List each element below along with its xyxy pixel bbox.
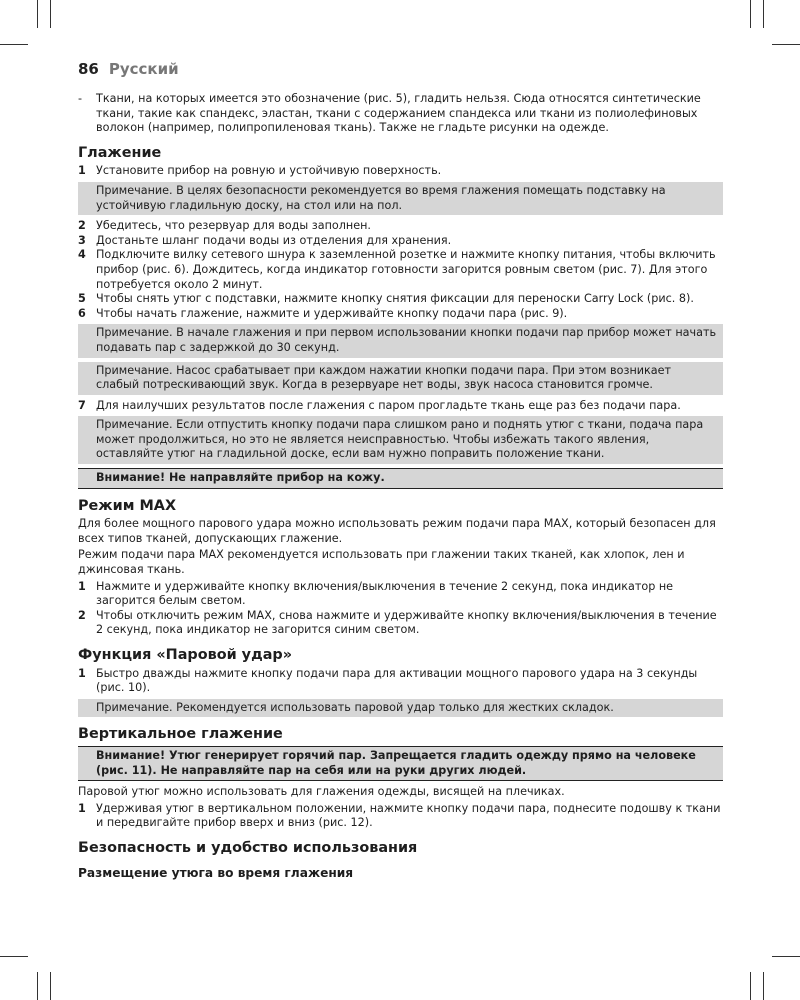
step-item xyxy=(78,248,723,292)
crop-mark-top-left-vertical-2 xyxy=(50,0,51,28)
page-content xyxy=(78,60,723,880)
bullet-text: Ткани, на которых имеется это обозначение (рис. 5), гладить нельзя. Сюда относятся синтетические ткани, такие как спандекс, эластан, ткани с содержанием спандекса или ткани из полиолефиновых волокон (например, полипропиленовая ткань). Также не гладьте рисунки на одежде. xyxy=(96,92,701,135)
step-item xyxy=(78,292,723,307)
step-item xyxy=(78,164,723,179)
step-number: 2 xyxy=(78,608,86,622)
step-text: Чтобы отключить режим MAX, снова нажмите и удерживайте кнопку включения/выключения в течение 2 секунд, пока индикатор не загорится синим светом. xyxy=(96,608,717,637)
intro-bullet xyxy=(78,92,723,136)
step-item xyxy=(78,219,723,234)
step-number: 1 xyxy=(78,666,86,680)
note-box: Примечание. Насос срабатывает при каждом нажатии кнопки подачи пара. При этом возникает слабый потрескивающий звук. Когда в резервуаре нет воды, звук насоса становится громче. xyxy=(78,362,723,395)
step-text: Быстро дважды нажмите кнопку подачи пара для активации мощного парового удара на 3 секунды (рис. 10). xyxy=(96,666,698,695)
note-box: Примечание. В начале глажения и при первом использовании кнопки подачи пар прибор может начать подавать пар с задержкой до 30 секунд. xyxy=(78,324,723,357)
warning-box: Внимание! Не направляйте прибор на кожу. xyxy=(78,468,723,489)
crop-mark-bottom-left-horizontal xyxy=(0,956,28,957)
step-number: 2 xyxy=(78,219,86,233)
paragraph: Паровой утюг можно использовать для глажения одежды, висящей на плечиках. xyxy=(78,785,565,799)
document-body xyxy=(78,92,723,880)
step-text: Достаньте шланг подачи воды из отделения для хранения. xyxy=(96,233,452,247)
step-item xyxy=(78,399,723,414)
heading-vertical-ironing: Вертикальное глажение xyxy=(78,726,283,743)
heading-steam-burst: Функция «Паровой удар» xyxy=(78,647,292,663)
heading-safety: Безопасность и удобство использования xyxy=(78,839,418,856)
warning-box: Внимание! Утюг генерирует горячий пар. Запрещается гладить одежду прямо на человеке (рис. 11). Не направляйте пар на себя или на руки других людей. xyxy=(78,746,723,781)
crop-mark-bottom-left-vertical-2 xyxy=(50,972,51,1000)
step-item xyxy=(78,609,723,638)
note-box: Примечание. Рекомендуется использовать паровой удар только для жестких складок. xyxy=(78,699,723,718)
subheading-iron-placement: Размещение утюга во время глажения xyxy=(78,865,354,880)
step-number: 4 xyxy=(78,248,86,262)
step-item xyxy=(78,234,723,249)
vertical-steps xyxy=(78,802,723,831)
bullet-dash: - xyxy=(78,92,83,105)
step-number: 1 xyxy=(78,164,86,178)
step-number: 7 xyxy=(78,398,86,412)
step-text: Нажмите и удерживайте кнопку включения/выключения в течение 2 секунд, пока индикатор не загорится белым светом. xyxy=(96,579,674,608)
step-number: 6 xyxy=(78,306,86,320)
step-item xyxy=(78,802,723,831)
step-text: Чтобы начать глажение, нажмите и удерживайте кнопку подачи пара (рис. 9). xyxy=(96,306,568,320)
heading-ironing: Глажение xyxy=(78,144,162,161)
burst-steps xyxy=(78,667,723,696)
page-number: 86 xyxy=(78,60,99,78)
crop-mark-bottom-right-horizontal xyxy=(772,956,800,957)
step-text: Подключите вилку сетевого шнура к заземленной розетке и нажмите кнопку питания, чтобы включить прибор (рис. 6). Дождитесь, когда индикатор готовности загорится ровным светом (рис. 7). Для этого потребуется около 2 минут. xyxy=(96,248,716,291)
step-text: Установите прибор на ровную и устойчивую поверхность. xyxy=(96,164,442,178)
step-text: Убедитесь, что резервуар для воды заполнен. xyxy=(96,219,371,233)
step-text: Удерживая утюг в вертикальном положении, нажмите кнопку подачи пара, поднесите подошву к ткани и передвигайте прибор вверх и вниз (рис. 12). xyxy=(96,801,721,830)
paragraph: Режим подачи пара MAX рекомендуется использовать при глажении таких тканей, как хлопок, лен и джинсовая ткань. xyxy=(78,548,685,577)
crop-mark-bottom-right-vertical-2 xyxy=(763,972,764,1000)
note-box: Примечание. В целях безопасности рекомендуется во время глажения помещать подставку на устойчивую гладильную доску, на стол или на пол. xyxy=(78,182,723,215)
step-text: Чтобы снять утюг с подставки, нажмите кнопку снятия фиксации для переноски Carry Lock (рис. 8). xyxy=(96,292,694,306)
ironing-steps-c xyxy=(78,399,723,414)
crop-mark-top-right-vertical xyxy=(750,0,751,28)
running-header xyxy=(78,60,723,78)
step-number: 5 xyxy=(78,292,86,306)
ironing-steps-b xyxy=(78,219,723,321)
crop-mark-top-right-vertical-2 xyxy=(763,0,764,28)
heading-max-mode: Режим MAX xyxy=(78,497,177,514)
step-number: 3 xyxy=(78,233,86,247)
step-item xyxy=(78,307,723,322)
step-item xyxy=(78,580,723,609)
crop-mark-top-left-horizontal xyxy=(0,44,28,45)
crop-mark-top-left-vertical xyxy=(37,0,38,28)
max-steps xyxy=(78,580,723,638)
paragraph: Для более мощного парового удара можно использовать режим подачи пара MAX, который безопасен для всех типов тканей, допускающих глажение. xyxy=(78,517,716,545)
step-text: Для наилучших результатов после глажения с паром прогладьте ткань еще раз без подачи пара. xyxy=(96,398,681,412)
note-box: Примечание. Если отпустить кнопку подачи пара слишком рано и поднять утюг с ткани, подача пара может продолжиться, но это не является неисправностью. Чтобы избежать такого явления, оставляйте утюг на гладильной доске, если вам нужно поправить положение ткани. xyxy=(78,416,723,464)
crop-mark-bottom-left-vertical xyxy=(37,972,38,1000)
crop-mark-bottom-right-vertical xyxy=(750,972,751,1000)
step-item xyxy=(78,667,723,696)
step-number: 1 xyxy=(78,801,86,815)
ironing-steps-a xyxy=(78,164,723,179)
step-number: 1 xyxy=(78,579,86,593)
language-label: Русский xyxy=(108,60,179,78)
crop-mark-top-right-horizontal xyxy=(772,44,800,45)
